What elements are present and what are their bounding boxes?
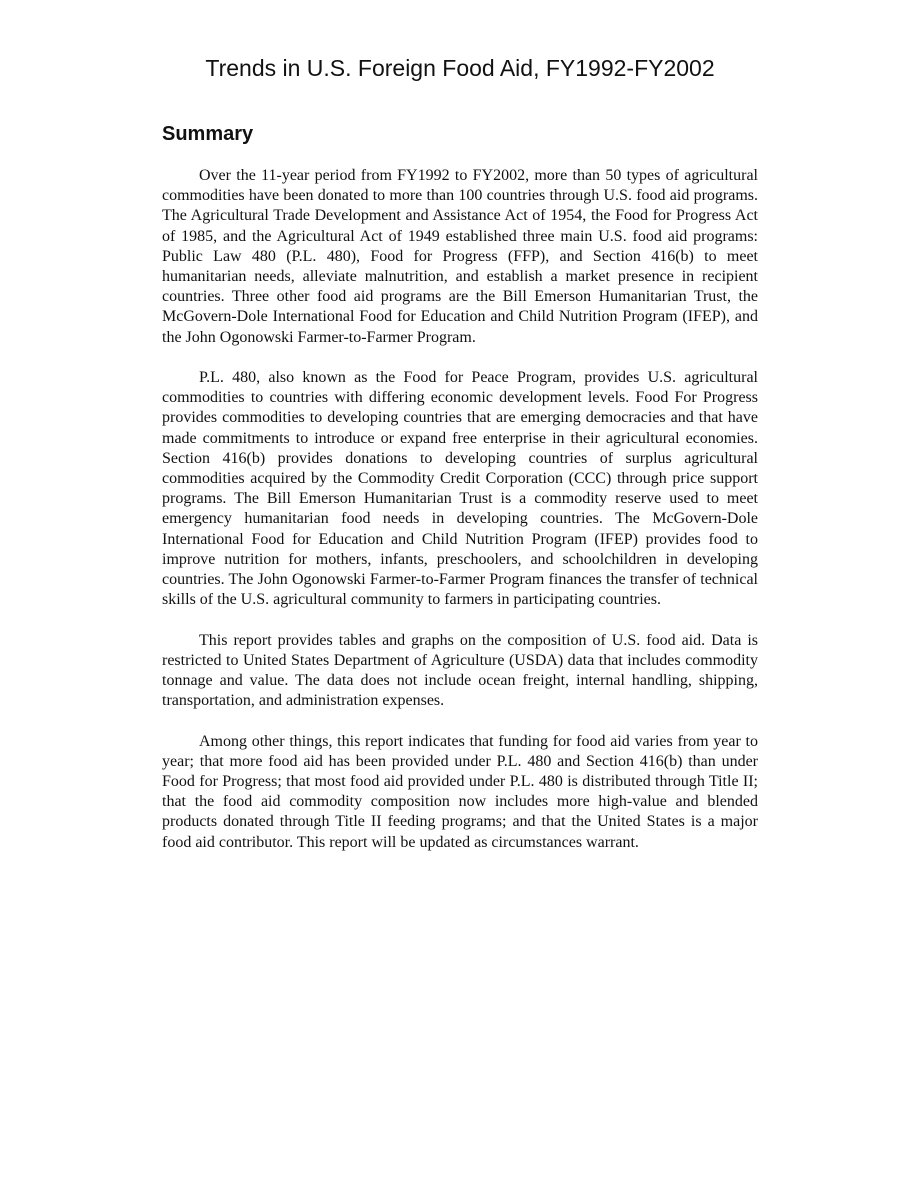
summary-paragraph: This report provides tables and graphs on the composition of U.S. food aid. Data is restricted to United States Department of Agriculture (USDA) data that includes commodity tonnage and value. The data does not include ocean freight, internal handling, shipping, transportation, and administration expenses.	[162, 631, 758, 710]
summary-body	[162, 166, 758, 873]
summary-paragraph: P.L. 480, also known as the Food for Peace Program, provides U.S. agricultural commodities to countries with differing economic development levels. Food For Progress provides commodities to developing countries that are emerging democracies and that have made commitments to introduce or expand free enterprise in their agricultural economies. Section 416(b) provides donations to developing countries of surplus agricultural commodities acquired by the Commodity Credit Corporation (CCC) through price support programs. The Bill Emerson Humanitarian Trust is a commodity reserve used to meet emergency humanitarian food needs in developing countries. The McGovern-Dole International Food for Education and Child Nutrition Program (IFEP) provides food to improve nutrition for mothers, infants, preschoolers, and schoolchildren in developing countries. The John Ogonowski Farmer-to-Farmer Program finances the transfer of technical skills of the U.S. agricultural community to farmers in participating countries.	[162, 369, 758, 609]
section-heading-summary: Summary	[162, 123, 254, 145]
summary-paragraph: Among other things, this report indicates that funding for food aid varies from year to year; that more food aid has been provided under P.L. 480 and Section 416(b) than under Food for Progress; that most food aid provided under P.L. 480 is distributed through Title II; that the food aid commodity composition now includes more high-value and blended products donated through Title II feeding programs; and that the United States is a major food aid contributor. This report will be updated as circumstances warrant.	[162, 732, 758, 851]
document-title: Trends in U.S. Foreign Food Aid, FY1992-FY2002	[205, 55, 715, 81]
summary-paragraph: Over the 11-year period from FY1992 to FY2002, more than 50 types of agricultural commodities have been donated to more than 100 countries through U.S. food aid programs. The Agricultural Trade Development and Assistance Act of 1954, the Food for Progress Act of 1985, and the Agricultural Act of 1949 established three main U.S. food aid programs: Public Law 480 (P.L. 480), Food for Progress (FFP), and Section 416(b) to meet humanitarian needs, alleviate malnutrition, and establish a market presence in recipient countries. Three other food aid programs are the Bill Emerson Humanitarian Trust, the McGovern-Dole International Food for Education and Child Nutrition Program (IFEP), and the John Ogonowski Farmer-to-Farmer Program.	[162, 167, 758, 346]
